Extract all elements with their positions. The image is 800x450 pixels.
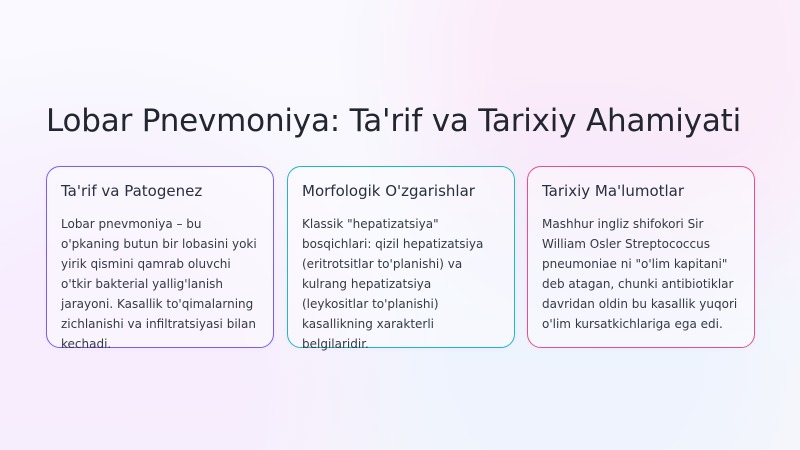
definition-card-title: Ta'rif va Patogenez: [61, 182, 203, 200]
slide-title: Lobar Pnevmoniya: Ta'rif va Tarixiy Ahamiyati: [46, 103, 741, 139]
definition-card-body: Lobar pnevmoniya – bu o'pkaning butun bir lobasini yoki yirik qismini qamrab oluvchi o'tkir bakterial yallig'lanish jarayoni. Kasallik to'qimalarning zichlanishi va infiltratsiyasi bilan kechadi.: [61, 217, 257, 351]
morphology-card-body: Klassik "hepatizatsiya" bosqichlari: qizil hepatizatsiya (eritrotsitlar to'planishi) va kulrang hepatizatsiya (leykositlar to'planishi) kasallikning xarakterli belgilaridir.: [302, 217, 484, 351]
history-card: [527, 166, 755, 348]
morphology-card: [287, 166, 515, 351]
morphology-card-title: Morfologik O'zgarishlar: [302, 182, 475, 200]
definition-card: [46, 166, 274, 351]
history-card-body: Mashhur ingliz shifokori Sir William Osler Streptococcus pneumoniae ni "o'lim kapitani" deb atagan, chunki antibiotiklar davridan oldin bu kasallik yuqori o'lim kursatkichlariga ega edi.: [542, 217, 738, 331]
history-card-title: Tarixiy Ma'lumotlar: [542, 182, 685, 200]
